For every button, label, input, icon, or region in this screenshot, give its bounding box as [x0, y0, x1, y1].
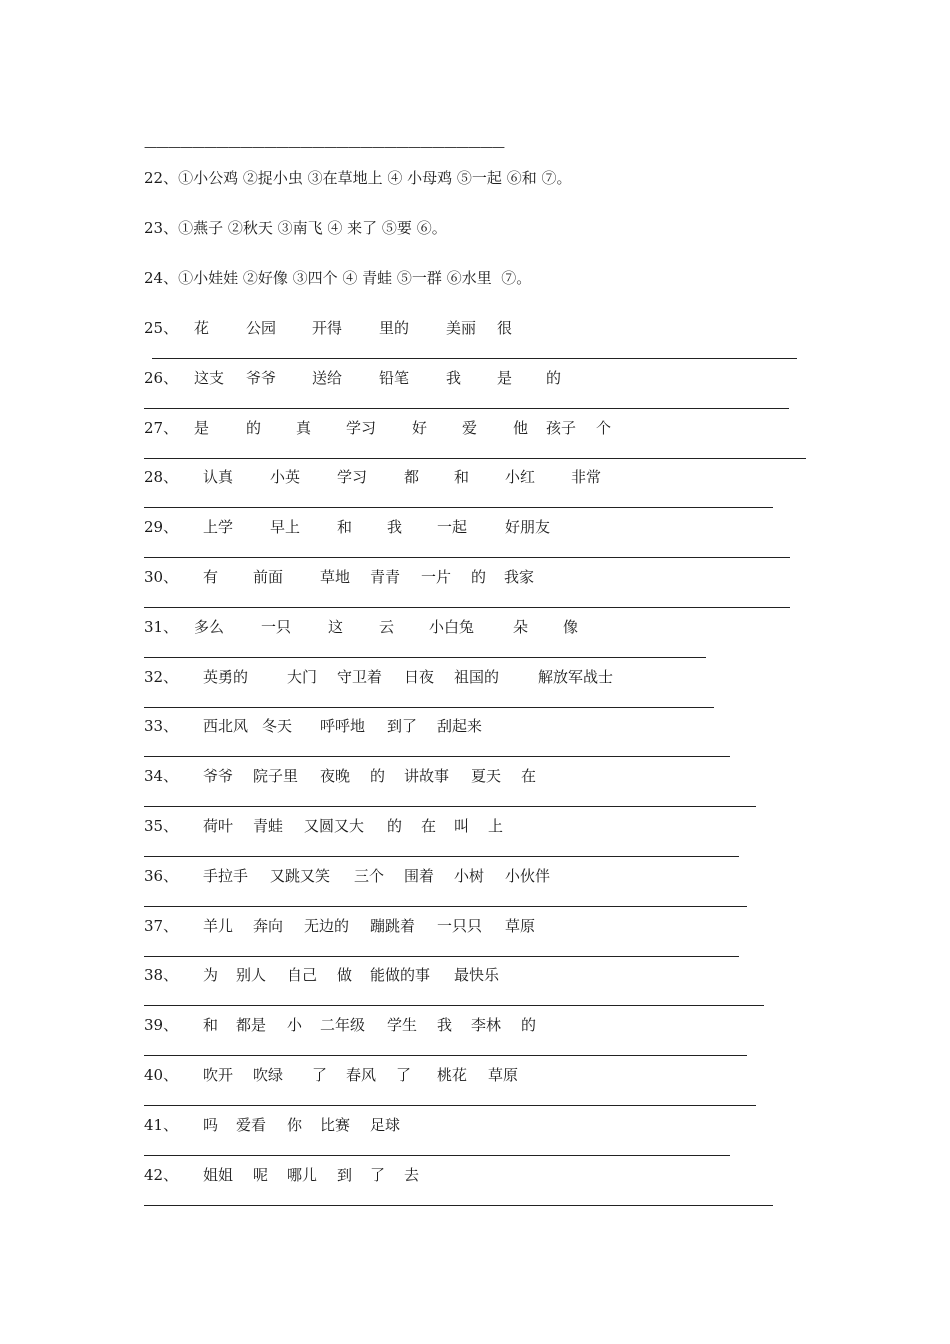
word-chip: 这	[328, 618, 344, 636]
item-text: ①燕子 ②秋天 ③南飞 ④ 来了 ⑤要 ⑥。	[178, 219, 447, 237]
item-number: 35、	[144, 817, 179, 835]
word-chip: 足球	[370, 1116, 401, 1134]
word-chip: 学习	[337, 468, 368, 486]
word-chip: 桃花	[437, 1066, 468, 1084]
word-chip: 美丽	[446, 319, 477, 337]
word-chip: 到	[337, 1166, 353, 1184]
word-chip: 羊儿	[203, 917, 234, 935]
word-chip: 花	[194, 319, 210, 337]
word-chip: 和	[203, 1016, 219, 1034]
word-chip: 到了	[387, 717, 418, 735]
word-chip: 云	[379, 618, 395, 636]
word-chip: 讲故事	[404, 767, 450, 785]
word-chip: 吹开	[203, 1066, 234, 1084]
item-number: 28、	[144, 468, 179, 486]
word-chip: 我	[446, 369, 462, 387]
word-chip: 爱	[462, 419, 478, 437]
item-number: 42、	[144, 1166, 179, 1184]
item-number: 23、	[144, 219, 179, 237]
word-chip: 草地	[320, 568, 351, 586]
word-chip: 好	[412, 419, 428, 437]
item-number: 40、	[144, 1066, 179, 1084]
item-number: 25、	[144, 319, 179, 337]
word-chip: 和	[337, 518, 353, 536]
exercise-item	[144, 366, 844, 390]
word-chip: 多么	[194, 618, 225, 636]
word-chip: 小	[287, 1016, 303, 1034]
word-chip: 像	[563, 618, 579, 636]
word-chip: 草原	[505, 917, 536, 935]
item-number: 39、	[144, 1016, 179, 1034]
word-chip: 前面	[253, 568, 284, 586]
word-chip: 了	[370, 1166, 386, 1184]
answer-line	[144, 507, 773, 508]
word-chip: 吹绿	[253, 1066, 284, 1084]
word-chip: 早上	[270, 518, 301, 536]
word-chip: 夜晚	[320, 767, 351, 785]
item-number: 27、	[144, 419, 179, 437]
item-number: 30、	[144, 568, 179, 586]
item-number: 38、	[144, 966, 179, 984]
word-chip: 荷叶	[203, 817, 234, 835]
word-chip: 别人	[236, 966, 267, 984]
word-chip: 李林	[471, 1016, 502, 1034]
exercise-item	[144, 764, 844, 788]
word-chip: 了	[312, 1066, 328, 1084]
exercise-item	[144, 565, 844, 589]
word-chip: 的	[471, 568, 487, 586]
word-chip: 吗	[203, 1116, 219, 1134]
item-number: 41、	[144, 1116, 179, 1134]
word-chip: 送给	[312, 369, 343, 387]
word-chip: 我家	[504, 568, 535, 586]
word-chip: 手拉手	[203, 867, 249, 885]
answer-line	[144, 756, 730, 757]
item-number: 31、	[144, 618, 179, 636]
word-chip: 认真	[203, 468, 234, 486]
word-chip: 开得	[312, 319, 343, 337]
exercise-item	[144, 814, 844, 838]
item-number: 22、	[144, 169, 179, 187]
exercise-item	[144, 864, 844, 888]
word-chip: 小伙伴	[505, 867, 551, 885]
word-chip: 学习	[346, 419, 377, 437]
answer-line	[144, 657, 706, 658]
word-chip: 青青	[370, 568, 401, 586]
word-chip: 的	[521, 1016, 537, 1034]
word-chip: 一片	[421, 568, 452, 586]
exercise-item	[144, 963, 844, 987]
word-chip: 孩子	[546, 419, 577, 437]
answer-line	[144, 1155, 730, 1156]
answer-line	[144, 557, 790, 558]
exercise-item	[144, 515, 844, 539]
word-chip: 很	[497, 319, 513, 337]
word-chip: 小红	[505, 468, 536, 486]
word-chip: 青蛙	[253, 817, 284, 835]
answer-line	[144, 1205, 773, 1206]
word-chip: 我	[387, 518, 403, 536]
word-chip: 他	[513, 419, 529, 437]
word-chip: 叫	[454, 817, 470, 835]
word-chip: 和	[454, 468, 470, 486]
word-chip: 这支	[194, 369, 225, 387]
exercise-item	[144, 166, 571, 190]
word-chip: 了	[396, 1066, 412, 1084]
top-rule: ——————————————————————————————	[144, 140, 504, 155]
word-chip: 是	[194, 419, 210, 437]
item-number: 26、	[144, 369, 179, 387]
exercise-item	[144, 1013, 844, 1037]
word-chip: 又跳又笑	[270, 867, 331, 885]
word-chip: 一起	[437, 518, 468, 536]
answer-line	[144, 458, 806, 459]
word-chip: 你	[287, 1116, 303, 1134]
word-chip: 刮起来	[437, 717, 483, 735]
word-chip: 守卫着	[337, 668, 383, 686]
word-chip: 一只只	[437, 917, 483, 935]
word-chip: 草原	[488, 1066, 519, 1084]
exercise-item	[144, 665, 844, 689]
answer-line	[144, 408, 789, 409]
exercise-item	[144, 615, 844, 639]
item-number: 32、	[144, 668, 179, 686]
word-chip: 小白兔	[429, 618, 475, 636]
word-chip: 能做的事	[370, 966, 431, 984]
answer-line	[144, 607, 790, 608]
word-chip: 解放军战士	[538, 668, 614, 686]
word-chip: 围着	[404, 867, 435, 885]
word-chip: 爷爷	[246, 369, 277, 387]
word-chip: 的	[387, 817, 403, 835]
word-chip: 二年级	[320, 1016, 366, 1034]
word-chip: 非常	[571, 468, 602, 486]
word-chip: 春风	[346, 1066, 377, 1084]
exercise-item	[144, 914, 844, 938]
word-chip: 我	[437, 1016, 453, 1034]
word-chip: 的	[370, 767, 386, 785]
word-chip: 朵	[513, 618, 529, 636]
word-chip: 又圆又大	[304, 817, 365, 835]
word-chip: 无边的	[304, 917, 350, 935]
word-chip: 哪儿	[287, 1166, 318, 1184]
answer-line	[144, 906, 747, 907]
exercise-item	[144, 465, 844, 489]
word-chip: 西北风	[203, 717, 249, 735]
word-chip: 自己	[287, 966, 318, 984]
word-chip: 有	[203, 568, 219, 586]
word-chip: 里的	[379, 319, 410, 337]
answer-line	[152, 358, 797, 359]
exercise-item	[144, 266, 531, 290]
exercise-item	[144, 216, 447, 240]
answer-line	[144, 707, 714, 708]
word-chip: 英勇的	[203, 668, 249, 686]
word-chip: 蹦跳着	[370, 917, 416, 935]
word-chip: 比赛	[320, 1116, 351, 1134]
word-chip: 爱看	[236, 1116, 267, 1134]
answer-line	[144, 1055, 747, 1056]
item-number: 34、	[144, 767, 179, 785]
word-chip: 一只	[261, 618, 292, 636]
exercise-item	[144, 1163, 844, 1187]
word-chip: 都	[404, 468, 420, 486]
word-chip: 小英	[270, 468, 301, 486]
item-number: 37、	[144, 917, 179, 935]
exercise-item	[144, 714, 844, 738]
item-text: ①小娃娃 ②好像 ③四个 ④ 青蛙 ⑤一群 ⑥水里 ⑦。	[178, 269, 532, 287]
word-chip: 大门	[287, 668, 318, 686]
word-chip: 小树	[454, 867, 485, 885]
exercise-item	[144, 416, 844, 440]
word-chip: 祖国的	[454, 668, 500, 686]
item-number: 24、	[144, 269, 179, 287]
word-chip: 姐姐	[203, 1166, 234, 1184]
word-chip: 日夜	[404, 668, 435, 686]
exercise-item	[144, 316, 844, 340]
answer-line	[144, 856, 739, 857]
answer-line	[144, 956, 739, 957]
word-chip: 在	[421, 817, 437, 835]
word-chip: 个	[596, 419, 612, 437]
word-chip: 去	[404, 1166, 420, 1184]
word-chip: 铅笔	[379, 369, 410, 387]
word-chip: 呢	[253, 1166, 269, 1184]
item-number: 33、	[144, 717, 179, 735]
word-chip: 真	[296, 419, 312, 437]
item-text: ①小公鸡 ②捉小虫 ③在草地上 ④ 小母鸡 ⑤一起 ⑥和 ⑦。	[178, 169, 572, 187]
item-number: 29、	[144, 518, 179, 536]
word-chip: 最快乐	[454, 966, 500, 984]
word-chip: 冬天	[262, 717, 293, 735]
word-chip: 在	[521, 767, 537, 785]
word-chip: 的	[246, 419, 262, 437]
word-chip: 是	[497, 369, 513, 387]
word-chip: 的	[546, 369, 562, 387]
word-chip: 做	[337, 966, 353, 984]
word-chip: 呼呼地	[320, 717, 366, 735]
word-chip: 上	[488, 817, 504, 835]
word-chip: 为	[203, 966, 219, 984]
item-number: 36、	[144, 867, 179, 885]
word-chip: 学生	[387, 1016, 418, 1034]
answer-line	[144, 1105, 756, 1106]
word-chip: 公园	[246, 319, 277, 337]
word-chip: 院子里	[253, 767, 299, 785]
answer-line	[144, 1005, 764, 1006]
word-chip: 爷爷	[203, 767, 234, 785]
exercise-item	[144, 1113, 844, 1137]
word-chip: 奔向	[253, 917, 284, 935]
word-chip: 上学	[203, 518, 234, 536]
word-chip: 好朋友	[505, 518, 551, 536]
word-chip: 都是	[236, 1016, 267, 1034]
word-chip: 夏天	[471, 767, 502, 785]
answer-line	[144, 806, 756, 807]
exercise-item	[144, 1063, 844, 1087]
word-chip: 三个	[354, 867, 385, 885]
